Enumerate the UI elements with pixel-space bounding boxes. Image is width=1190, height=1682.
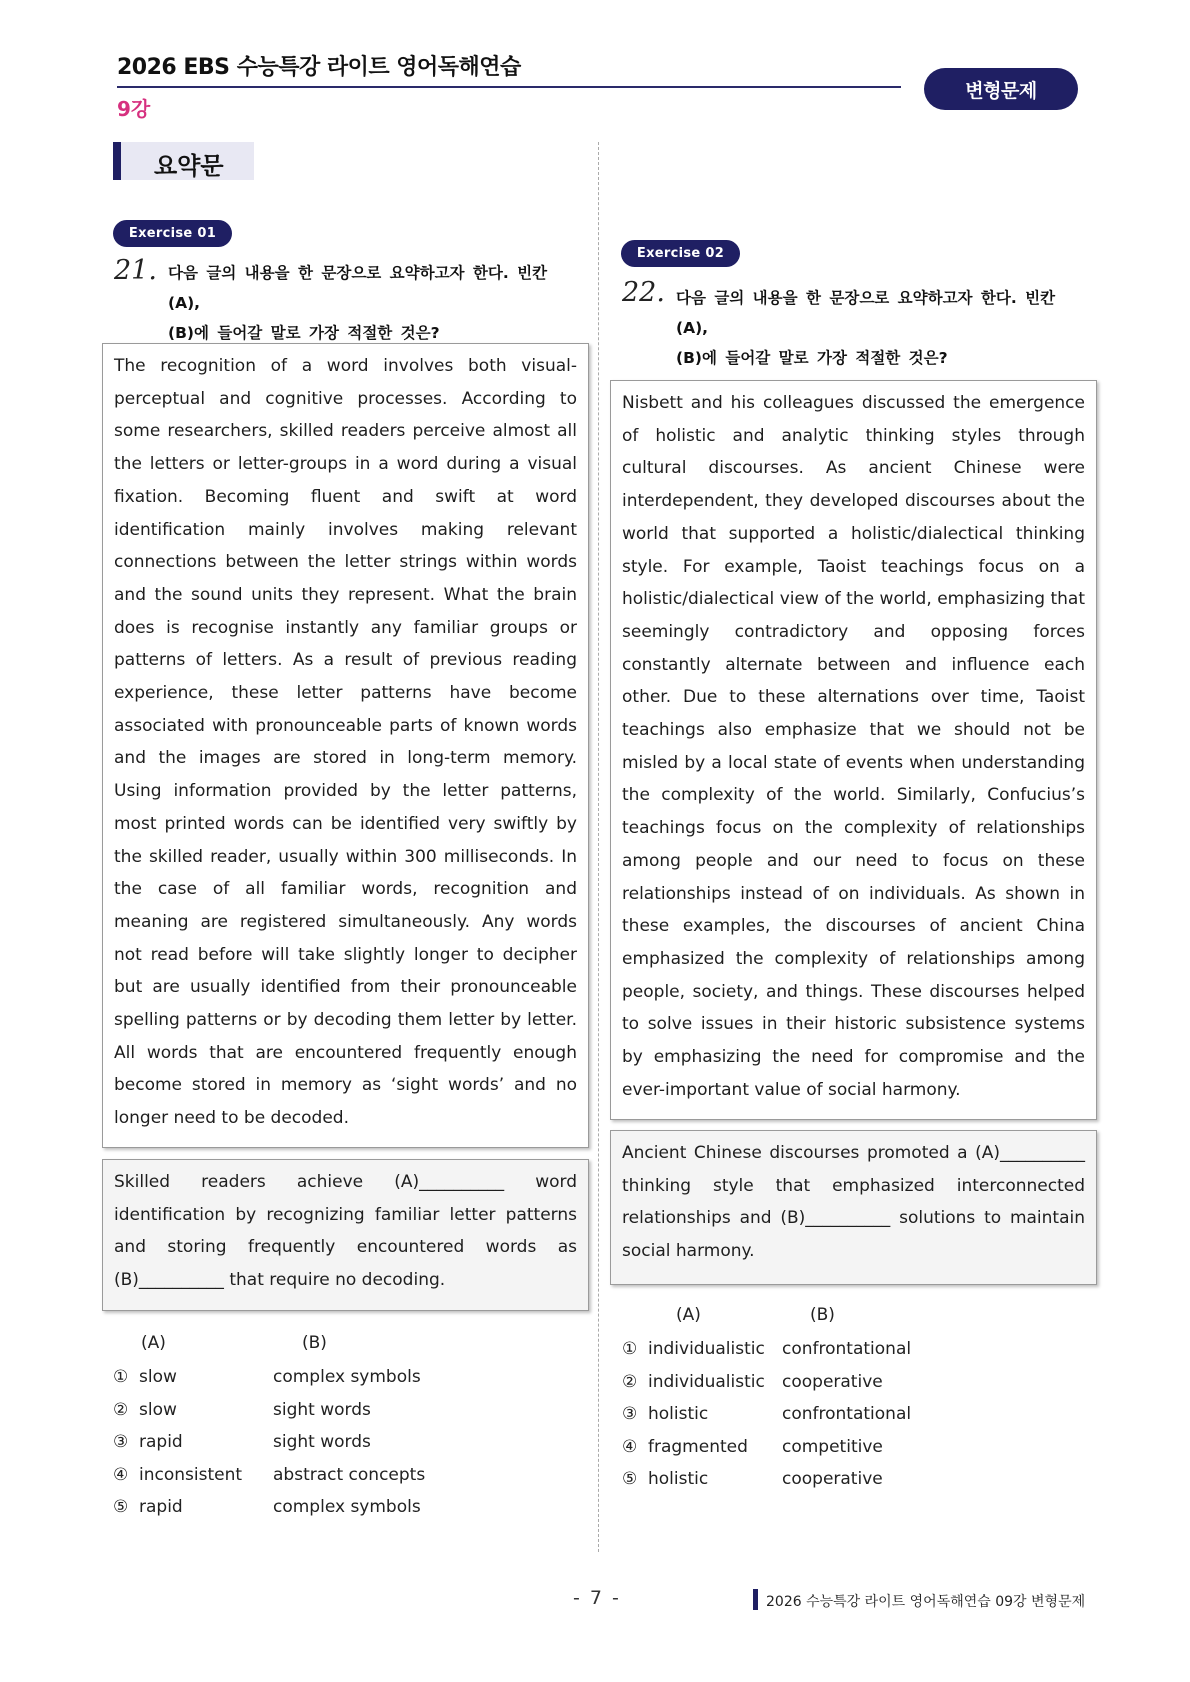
- option-a: individualistic: [648, 1371, 765, 1392]
- column-divider: [598, 142, 599, 1552]
- option-number: ④: [113, 1464, 129, 1485]
- option-number: ⑤: [622, 1469, 638, 1490]
- option-b: competitive: [782, 1436, 883, 1457]
- option-a: individualistic: [648, 1339, 765, 1359]
- column-header-a: (A): [676, 1305, 701, 1325]
- question-prompt: [676, 283, 1086, 373]
- option-a: fragmented: [648, 1436, 748, 1457]
- option-b: confrontational: [782, 1404, 912, 1425]
- answer-option[interactable]: [622, 1398, 1082, 1431]
- summary-sentence: Skilled readers achieve (A)__________ word identification by recognizing familiar letter patterns and storing frequently encountered words as (B)__________ that require no decoding.: [102, 1159, 589, 1311]
- reading-passage: Nisbett and his colleagues discussed the emergence of holistic and analytic thinking styles through cultural discourses. As ancient Chinese were interdependent, they developed discourses about the world that supported a holistic/dialectical thinking style. For example, Taoist teachings focus on a holistic/dialectical view of the world, emphasizing that seemingly contradictory and opposing forces constantly alternate between and influence each other. Due to these alternations over time, Taoist teachings also emphasize that we should not be misled by a local state of events when understanding the complexity of the world. Similarly, Confucius’s teachings focus on the complexity of relationships among people and our need to focus on these relationships instead of on individuals. As shown in these examples, the discourses of ancient China emphasized the complexity of relationships among people, society, and things. These discourses helped to solve issues in their historic subsistence systems by emphasizing the need for compromise and the ever-important value of social harmony.: [610, 380, 1097, 1120]
- answer-option[interactable]: [113, 1491, 573, 1524]
- answer-option[interactable]: [113, 1426, 573, 1459]
- option-b: confrontational: [782, 1339, 912, 1359]
- answer-options: [622, 1333, 1082, 1496]
- option-a: slow: [139, 1367, 177, 1387]
- option-b: complex symbols: [273, 1367, 421, 1387]
- answer-option[interactable]: [622, 1463, 1082, 1496]
- summary-sentence: Ancient Chinese discourses promoted a (A)__________ thinking style that emphasized interconnected relationships and (B)__________ solutions to maintain social harmony.: [610, 1130, 1097, 1285]
- option-b: cooperative: [782, 1469, 883, 1490]
- document-title: 2026 EBS 수능특강 라이트 영어독해연습: [117, 55, 521, 80]
- footer-bar: [753, 1589, 758, 1610]
- column-header-a: (A): [141, 1333, 166, 1353]
- question-number: 21.: [114, 255, 157, 286]
- answer-option[interactable]: [622, 1431, 1082, 1464]
- question-prompt-line: 다음 글의 내용을 한 문장으로 요약하고자 한다. 빈칸 (A),: [168, 264, 548, 312]
- option-b: sight words: [273, 1432, 371, 1453]
- exercise-label: Exercise 02: [621, 240, 740, 267]
- section-title: 요약문: [154, 152, 224, 180]
- answer-option[interactable]: [113, 1459, 573, 1492]
- question-prompt-line: (B)에 들어갈 말로 가장 적절한 것은?: [168, 324, 440, 342]
- section-heading-bar: [113, 142, 121, 180]
- answer-options: [113, 1361, 573, 1524]
- option-b: complex symbols: [273, 1497, 421, 1518]
- option-number: ③: [113, 1432, 129, 1453]
- column-header-b: (B): [810, 1305, 835, 1325]
- answer-option[interactable]: [622, 1333, 1082, 1366]
- question-number: 22.: [622, 277, 665, 308]
- option-b: sight words: [273, 1399, 371, 1420]
- question-prompt-line: (B)에 들어갈 말로 가장 적절한 것은?: [676, 349, 948, 367]
- lesson-label: 9강: [117, 97, 151, 121]
- answer-option[interactable]: [113, 1394, 573, 1427]
- page-number: - 7 -: [573, 1587, 621, 1609]
- option-b: cooperative: [782, 1371, 883, 1392]
- question-prompt-line: 다음 글의 내용을 한 문장으로 요약하고자 한다. 빈칸 (A),: [676, 289, 1056, 337]
- option-a: holistic: [648, 1404, 709, 1425]
- option-a: inconsistent: [139, 1464, 243, 1485]
- column-header-b: (B): [302, 1333, 327, 1353]
- answer-option[interactable]: [622, 1366, 1082, 1399]
- option-number: ①: [113, 1367, 129, 1387]
- variant-badge: 변형문제: [924, 68, 1078, 110]
- option-number: ①: [622, 1339, 638, 1359]
- option-number: ③: [622, 1404, 638, 1425]
- option-number: ⑤: [113, 1497, 129, 1518]
- option-number: ④: [622, 1436, 638, 1457]
- question-prompt: [168, 258, 578, 348]
- footer-caption: 2026 수능특강 라이트 영어독해연습 09강 변형문제: [766, 1594, 1086, 1610]
- header-rule: [117, 86, 901, 88]
- exercise-label: Exercise 01: [113, 220, 232, 247]
- answer-option[interactable]: [113, 1361, 573, 1394]
- option-number: ②: [622, 1371, 638, 1392]
- reading-passage: The recognition of a word involves both visual-perceptual and cognitive processes. According to some researchers, skilled readers perceive almost all the letters or letter-groups in a word during a visual fixation. Becoming fluent and swift at word identification mainly involves making relevant connections between the letter strings within words and the sound units they represent. What the brain does is recognise instantly any familiar groups or patterns of letters. As a result of previous reading experience, these letter patterns have become associated with pronounceable parts of known words and the images are stored in long-term memory. Using information provided by the letter patterns, most printed words can be identified very swiftly by the skilled reader, usually within 300 milliseconds. In the case of all familiar words, recognition and meaning are registered simultaneously. Any words not read before will take slightly longer to decipher but are usually identified from their pronounceable spelling patterns or by decoding them letter by letter. All words that are encountered frequently enough become stored in memory as ‘sight words’ and no longer need to be decoded.: [102, 343, 589, 1148]
- option-number: ②: [113, 1399, 129, 1420]
- option-a: rapid: [139, 1497, 183, 1518]
- option-a: holistic: [648, 1469, 709, 1490]
- option-a: rapid: [139, 1432, 183, 1453]
- option-b: abstract concepts: [273, 1464, 426, 1485]
- option-a: slow: [139, 1399, 177, 1420]
